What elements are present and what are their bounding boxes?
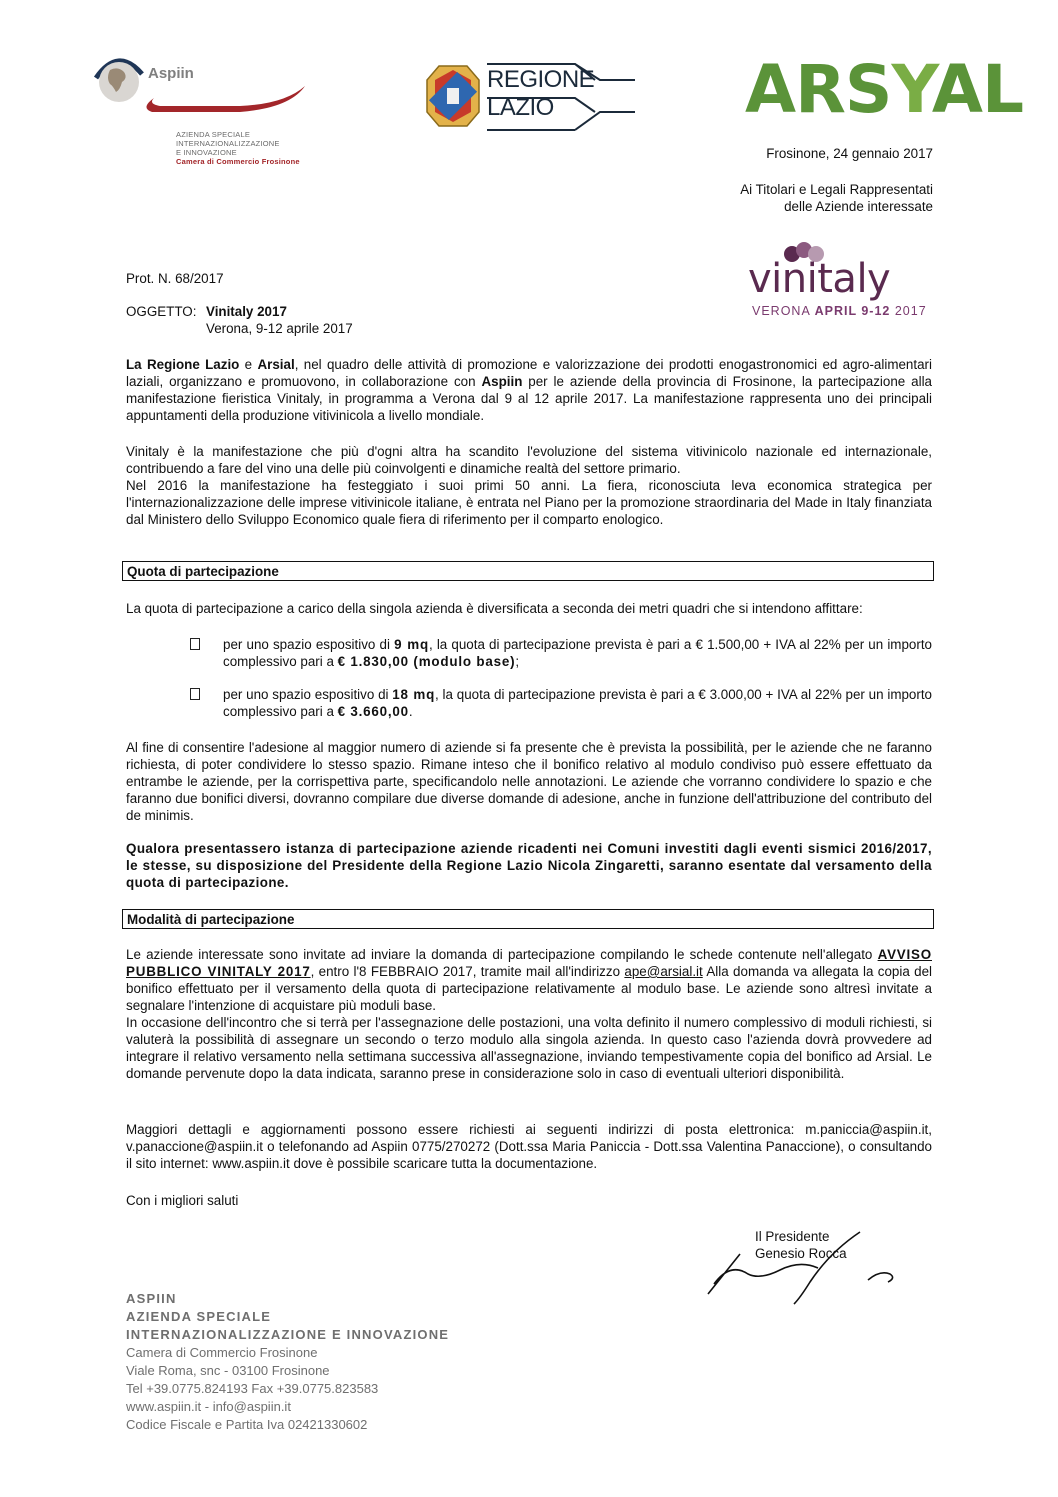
text: Le aziende interessate sono invitate ad inviare la domanda di partecipazione compilando le schede contenute nell'allegato — [126, 947, 878, 962]
subject-subtitle: Verona, 9-12 aprile 2017 — [206, 321, 353, 336]
checkbox-bullet-icon — [190, 688, 200, 700]
anniversary-paragraph: Nel 2016 la manifestazione ha festeggiato i suoi primi 50 anni. La fiera, riconosciuta leva economica strategica per l'internazionalizzazione delle imprese vitivinicole italiane, è entrata nel Piano per la promozione straordinaria del Made in Italy finanziata dal Ministero dello Sviluppo Economico quale fiera di riferimento per il comparto enologico. — [126, 478, 932, 527]
aspiin-logo-subtitle — [176, 130, 300, 166]
modalita-paragraph — [126, 946, 932, 1014]
footer-line2: AZIENDA SPECIALE — [126, 1309, 272, 1324]
vinitaly-year: 2017 — [894, 304, 927, 318]
aspiin-sub-line: AZIENDA SPECIALE — [176, 130, 251, 139]
vinitaly-word: vinitaly — [748, 256, 891, 302]
email-link[interactable]: ape@arsial.it — [624, 964, 703, 979]
text: e — [239, 357, 258, 372]
signature-name: Genesio Rocca — [755, 1246, 847, 1261]
sharing-paragraph: Al fine di consentire l'adesione al maggior numero di aziende si fa presente che è prevista la possibilità, per le aziende che ne faranno richiesta, di poter condividere lo stesso spazio. Rimane inteso che il bonifico relativo al modulo condiviso può essere effettuato da entrambe le aziende, per la corrispettiva parte, specificandolo nelle annotazioni. Le aziende che vorranno condividere lo spazio e che faranno due bonifici diversi, dovranno compilare due diverse domande di adesione, anche in funzione dell'attribuzione del contributo del de minimis. — [126, 740, 932, 823]
footer-web: www.aspiin.it - info@aspiin.it — [126, 1399, 291, 1414]
text: Alla domanda va allegata la copia del bonifico effettuato per il versamento della quota di partecipazione relativamente al modulo base. Le aziende sono altresì invitate a segnalare l'intenzione di acquistare più moduli base. — [126, 964, 933, 1013]
section-heading-modalita: Modalità di partecipazione — [122, 909, 934, 929]
regione-lazio-logo — [425, 62, 640, 132]
footer-tax: Codice Fiscale e Partita Iva 02421330602 — [126, 1417, 368, 1432]
subject-title: Vinitaly 2017 — [206, 304, 287, 319]
footer — [126, 1290, 449, 1434]
quota-intro: La quota di partecipazione a carico della singola azienda è diversificata a seconda dei metri quadri che si intendono affittare: — [126, 601, 863, 616]
footer-phone: Tel +39.0775.824193 Fax +39.0775.823583 — [126, 1381, 379, 1396]
regione-lazio-text — [487, 66, 594, 122]
quota-option — [190, 636, 932, 670]
quota-option-text — [223, 636, 932, 670]
footer-chamber: Camera di Commercio Frosinone — [126, 1345, 318, 1360]
footer-line3: INTERNAZIONALIZZAZIONE E INNOVAZIONE — [126, 1327, 450, 1342]
arsial-text-b: AL — [931, 51, 1024, 128]
contacts-paragraph: Maggiori dettagli e aggiornamenti possono essere richiesti ai seguenti indirizzi di posta elettronica: m.paniccia@aspiin.it, v.panaccione@aspiin.it o telefonando ad Aspiin 0775/270272 (Dott.ssa Maria Paniccia - Dott.ssa Valentina Panaccione), o consultando il sito internet: www.aspiin.it dove è possibile scaricare tutta la documentazione. — [126, 1122, 932, 1171]
option-total: € 1.830,00 (modulo base) — [337, 654, 516, 669]
option-total: € 3.660,00 — [337, 704, 409, 719]
aspiin-logo — [90, 48, 320, 168]
footer-address: Viale Roma, snc - 03100 Frosinone — [126, 1363, 330, 1378]
vinitaly-logo — [748, 248, 958, 323]
text: , entro l'8 FEBBRAIO 2017, tramite mail all'indirizzo — [310, 964, 625, 979]
lazio-line1: REGIONE — [487, 66, 595, 93]
text: , la quota di partecipazione prevista è pari a € 1.500,00 + IVA al 22% per un importo complessivo pari a — [223, 637, 932, 669]
option-size: 9 mq — [394, 637, 429, 652]
closing: Con i migliori saluti — [126, 1193, 239, 1208]
vinitaly-description: Vinitaly è la manifestazione che più d'ogni altra ha scandito l'evoluzione del sistema vitivinicolo nazionale ed internazionale, contribuendo a fare del vino una delle più coinvolgenti e dinamiche realtà del settore primario. — [126, 444, 932, 476]
arsial-logo — [745, 51, 1024, 128]
quota-option-text — [223, 686, 932, 720]
intro-paragraph — [126, 356, 932, 424]
aspiin-chamber: Camera di Commercio Frosinone — [176, 157, 300, 166]
vinitaly-city: VERONA — [752, 304, 811, 318]
recipient-line1: Ai Titolari e Legali Rappresentati — [740, 182, 933, 197]
assignment-paragraph: In occasione dell'incontro che si terrà per l'assegnazione delle postazioni, una volta definito il numero complessivo di moduli richiesti, si valuterà la possibilità di assegnare un secondo o terzo modulo alla singola azienda. In questo caso l'azienda dovrà provvedere ad integrare il relativo versamento nella settimana successiva all'assegnazione, inviando tempestivamente copia del bonifico ad Arsial. Le domande pervenute dopo la data indicata, saranno prese in considerazione solo in caso di eventuali ulteriori disponibilità. — [126, 1015, 932, 1081]
text: per uno spazio espositivo di — [223, 637, 395, 652]
footer-org: ASPIIN — [126, 1291, 177, 1306]
subject-line — [126, 304, 287, 319]
bold-aspiin: Aspiin — [481, 374, 523, 389]
checkbox-bullet-icon — [190, 638, 200, 650]
text: per uno spazio espositivo di — [223, 687, 393, 702]
recipient-line2: delle Aziende interessate — [784, 199, 933, 214]
section-heading-quota: Quota di partecipazione — [122, 561, 934, 581]
place-date: Frosinone, 24 gennaio 2017 — [766, 146, 933, 161]
text: , nel quadro delle attività di promozione e valorizzazione dei prodotti enogastronomici ed agro-alimentari laziali, organizzano e promuovono, in collaborazione con — [126, 357, 932, 389]
lazio-line2: LAZIO — [487, 94, 554, 121]
signature-title: Il Presidente — [755, 1229, 830, 1244]
quota-option — [190, 686, 932, 720]
exemption-paragraph: Qualora presentassero istanza di partecipazione aziende ricadenti nei Comuni investiti dagli eventi sismici 2016/2017, le stesse, su disposizione del Presidente della Regione Lazio Nicola Zingaretti, saranno esentate dal versamento della quota di partecipazione. — [126, 841, 932, 890]
text: , la quota di partecipazione prevista è pari a € 3.000,00 + IVA al 22% per un importo complessivo pari a — [223, 687, 932, 719]
text: per le aziende della provincia di Frosinone, la partecipazione alla manifestazione fieristica Vinitaly, in programma a Verona dal 9 al 12 aprile 2017. La manifestazione rappresenta uno dei principali appuntamenti della produzione vitivinicola a livello mondiale. — [126, 374, 932, 423]
aspiin-logo-name: Aspiin — [148, 65, 194, 82]
avviso-pubblico-link[interactable]: AVVISO PUBBLICO VINITALY 2017 — [126, 947, 932, 979]
vinitaly-subtitle — [752, 304, 927, 318]
vinitaly-dates: APRIL 9-12 — [814, 304, 891, 318]
sprout-icon: Y — [891, 51, 932, 128]
recipient — [740, 181, 933, 215]
protocol-number: Prot. N. 68/2017 — [126, 271, 224, 286]
text: . — [408, 704, 413, 719]
aspiin-sub-line: E INNOVAZIONE — [176, 148, 237, 157]
aspiin-sub-line: INTERNAZIONALIZZAZIONE — [176, 139, 280, 148]
bold-arsial: Arsial — [257, 357, 295, 372]
text: ; — [515, 654, 520, 669]
option-size: 18 mq — [392, 687, 436, 702]
arsial-text-a: ARS — [745, 51, 892, 128]
signature-block — [755, 1228, 847, 1262]
bold-regione: La Regione Lazio — [126, 357, 240, 372]
subject-label: OGGETTO: — [126, 304, 197, 319]
